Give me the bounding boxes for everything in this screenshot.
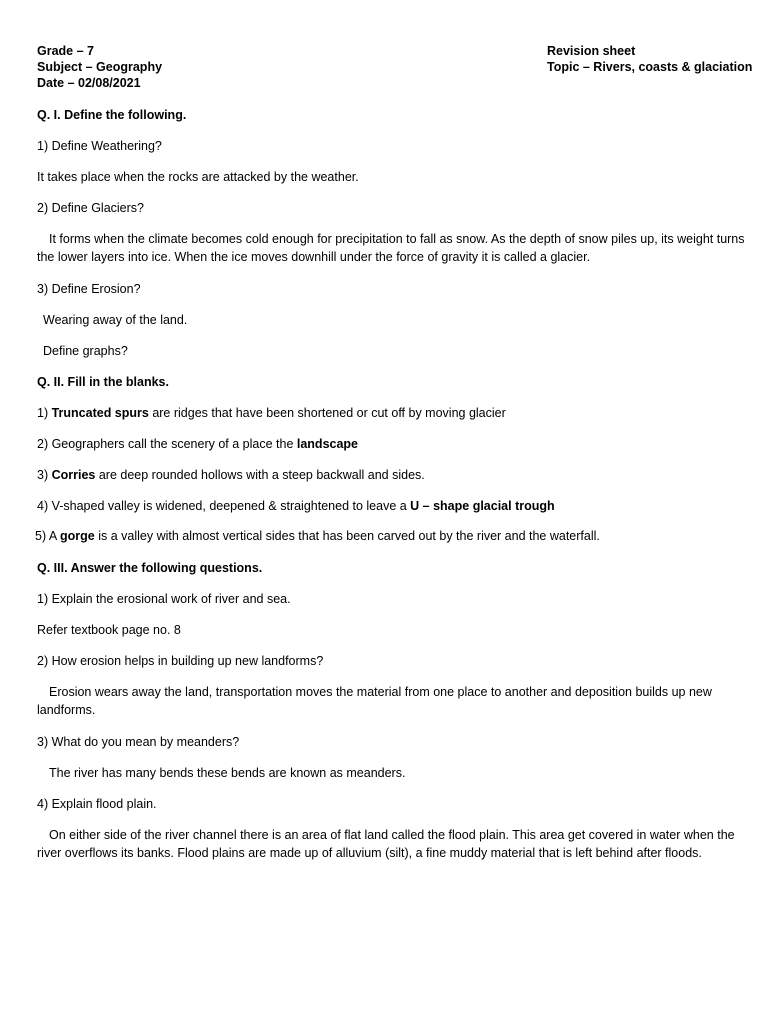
blank-item-1 — [37, 404, 749, 422]
blank-1-prefix: 1) — [37, 406, 52, 420]
blank-1-answer: Truncated spurs — [51, 406, 149, 420]
s1-question-4: Define graphs? — [43, 344, 128, 358]
blank-5-rest: is a valley with almost vertical sides that has been carved out by the river and the waterfall. — [94, 529, 600, 543]
s3-question-3: 3) What do you mean by meanders? — [37, 735, 240, 749]
blank-item-2 — [37, 435, 749, 453]
blank-2-answer: landscape — [296, 437, 359, 451]
s3-question-1: 1) Explain the erosional work of river and sea. — [37, 592, 291, 606]
blank-3-answer: Corries — [51, 468, 96, 482]
s1-answer-2: It forms when the climate becomes cold enough for precipitation to fall as snow. As the depth of snow piles up, its weight turns the lower layers into ice. When the ice moves downhill under the force of gravity it is called a glacier. — [37, 232, 745, 264]
sheet-title: Revision sheet — [547, 44, 636, 58]
s1-answer-3: Wearing away of the land. — [43, 313, 188, 327]
subject-label: Subject – Geography — [37, 60, 163, 74]
section-2-heading: Q. II. Fill in the blanks. — [37, 375, 169, 389]
s1-question-3: 3) Define Erosion? — [37, 282, 141, 296]
s1-question-1: 1) Define Weathering? — [37, 139, 162, 153]
blank-4-answer: U – shape glacial trough — [410, 499, 555, 513]
section-3-heading: Q. III. Answer the following questions. — [37, 561, 263, 575]
blank-2-prefix: 2) Geographers call the scenery of a place the — [37, 437, 297, 451]
blank-5-prefix: 5) A — [35, 529, 61, 543]
topic-label: Topic – Rivers, coasts & glaciation — [547, 60, 753, 74]
blank-item-4 — [37, 497, 749, 515]
s3-answer-4: On either side of the river channel there is an area of flat land called the flood plain. This area get covered in water when the river overflows its banks. Flood plains are made up of alluvium (silt), a fine muddy material that is left behind after floods. — [37, 828, 735, 860]
date-label: Date – 02/08/2021 — [37, 76, 141, 90]
header-left — [37, 43, 162, 91]
blank-5-answer: gorge — [60, 529, 95, 543]
grade-label: Grade – 7 — [37, 44, 94, 58]
blank-4-prefix: 4) V-shaped valley is widened, deepened & straightened to leave a — [37, 499, 411, 513]
blank-3-rest: are deep rounded hollows with a steep backwall and sides. — [95, 468, 425, 482]
section-1-heading: Q. I. Define the following. — [37, 108, 187, 122]
s3-answer-2: Erosion wears away the land, transportation moves the material from one place to another and deposition builds up new landforms. — [37, 685, 712, 717]
s3-answer-3: The river has many bends these bends are known as meanders. — [49, 766, 406, 780]
s3-question-2: 2) How erosion helps in building up new landforms? — [37, 654, 324, 668]
blank-3-prefix: 3) — [37, 468, 52, 482]
blank-item-3 — [37, 466, 749, 484]
s1-question-2: 2) Define Glaciers? — [37, 201, 144, 215]
blank-item-5 — [35, 527, 747, 545]
s3-question-4: 4) Explain flood plain. — [37, 797, 157, 811]
s3-answer-1: Refer textbook page no. 8 — [37, 623, 181, 637]
blank-1-rest: are ridges that have been shortened or cut off by moving glacier — [148, 406, 506, 420]
s1-answer-1: It takes place when the rocks are attacked by the weather. — [37, 170, 359, 184]
header-right — [547, 43, 752, 75]
